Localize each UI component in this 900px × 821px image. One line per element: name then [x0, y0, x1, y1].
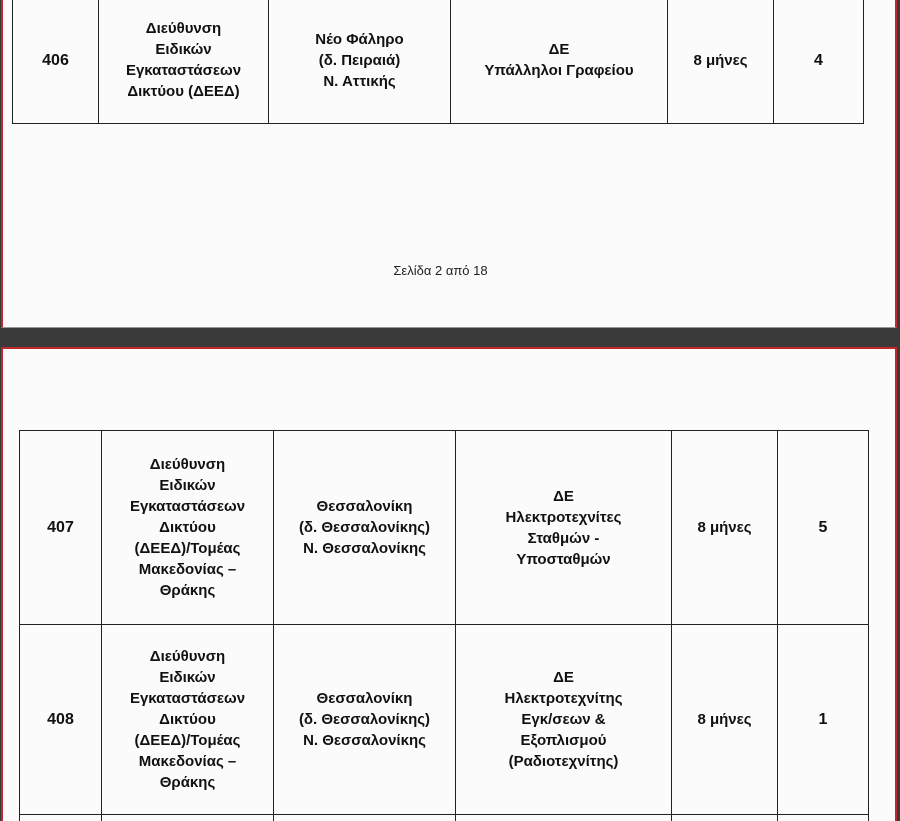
duration-cell: 8 μήνες	[672, 431, 778, 625]
count-cell: 4	[774, 0, 864, 124]
empty-cell	[102, 815, 274, 821]
empty-cell	[456, 815, 672, 821]
service-cell: Διεύθυνση Ειδικών Εγκαταστάσεων Δικτύου (ΔΕΕΔ)/Τομέας Μακεδονίας – Θράκης	[102, 431, 274, 625]
table-row	[13, 0, 864, 124]
service-cell: Διεύθυνση Ειδικών Εγκαταστάσεων Δικτύου (ΔΕΕΔ)	[99, 0, 269, 124]
position-code: 407	[20, 431, 102, 625]
table-row	[20, 431, 869, 625]
duration-cell: 8 μήνες	[672, 625, 778, 815]
table-row-partial	[20, 815, 869, 821]
position-code: 406	[13, 0, 99, 124]
document-page-bottom	[1, 347, 897, 821]
count-cell: 1	[778, 625, 869, 815]
empty-cell	[672, 815, 778, 821]
specialty-cell: ΔΕ Ηλεκτροτεχνίτης Εγκ/σεων & Εξοπλισμού (Ραδιοτεχνίτης)	[456, 625, 672, 815]
page-number-footer: Σελίδα 2 από 18	[393, 263, 488, 278]
position-code: 408	[20, 625, 102, 815]
count-cell: 5	[778, 431, 869, 625]
location-cell: Θεσσαλονίκη (δ. Θεσσαλονίκης) Ν. Θεσσαλονίκης	[274, 431, 456, 625]
service-cell: Διεύθυνση Ειδικών Εγκαταστάσεων Δικτύου (ΔΕΕΔ)/Τομέας Μακεδονίας – Θράκης	[102, 625, 274, 815]
specialty-cell: ΔΕ Υπάλληλοι Γραφείου	[451, 0, 668, 124]
specialty-cell: ΔΕ Ηλεκτροτεχνίτες Σταθμών - Υποσταθμών	[456, 431, 672, 625]
duration-cell: 8 μήνες	[668, 0, 774, 124]
empty-cell	[778, 815, 869, 821]
empty-cell	[20, 815, 102, 821]
location-cell: Θεσσαλονίκη (δ. Θεσσαλονίκης) Ν. Θεσσαλονίκης	[274, 625, 456, 815]
table-row	[20, 625, 869, 815]
positions-table	[19, 430, 869, 821]
empty-cell	[274, 815, 456, 821]
location-cell: Νέο Φάληρο (δ. Πειραιά) Ν. Αττικής	[269, 0, 451, 124]
document-page-top	[1, 0, 897, 328]
positions-table	[12, 0, 864, 124]
